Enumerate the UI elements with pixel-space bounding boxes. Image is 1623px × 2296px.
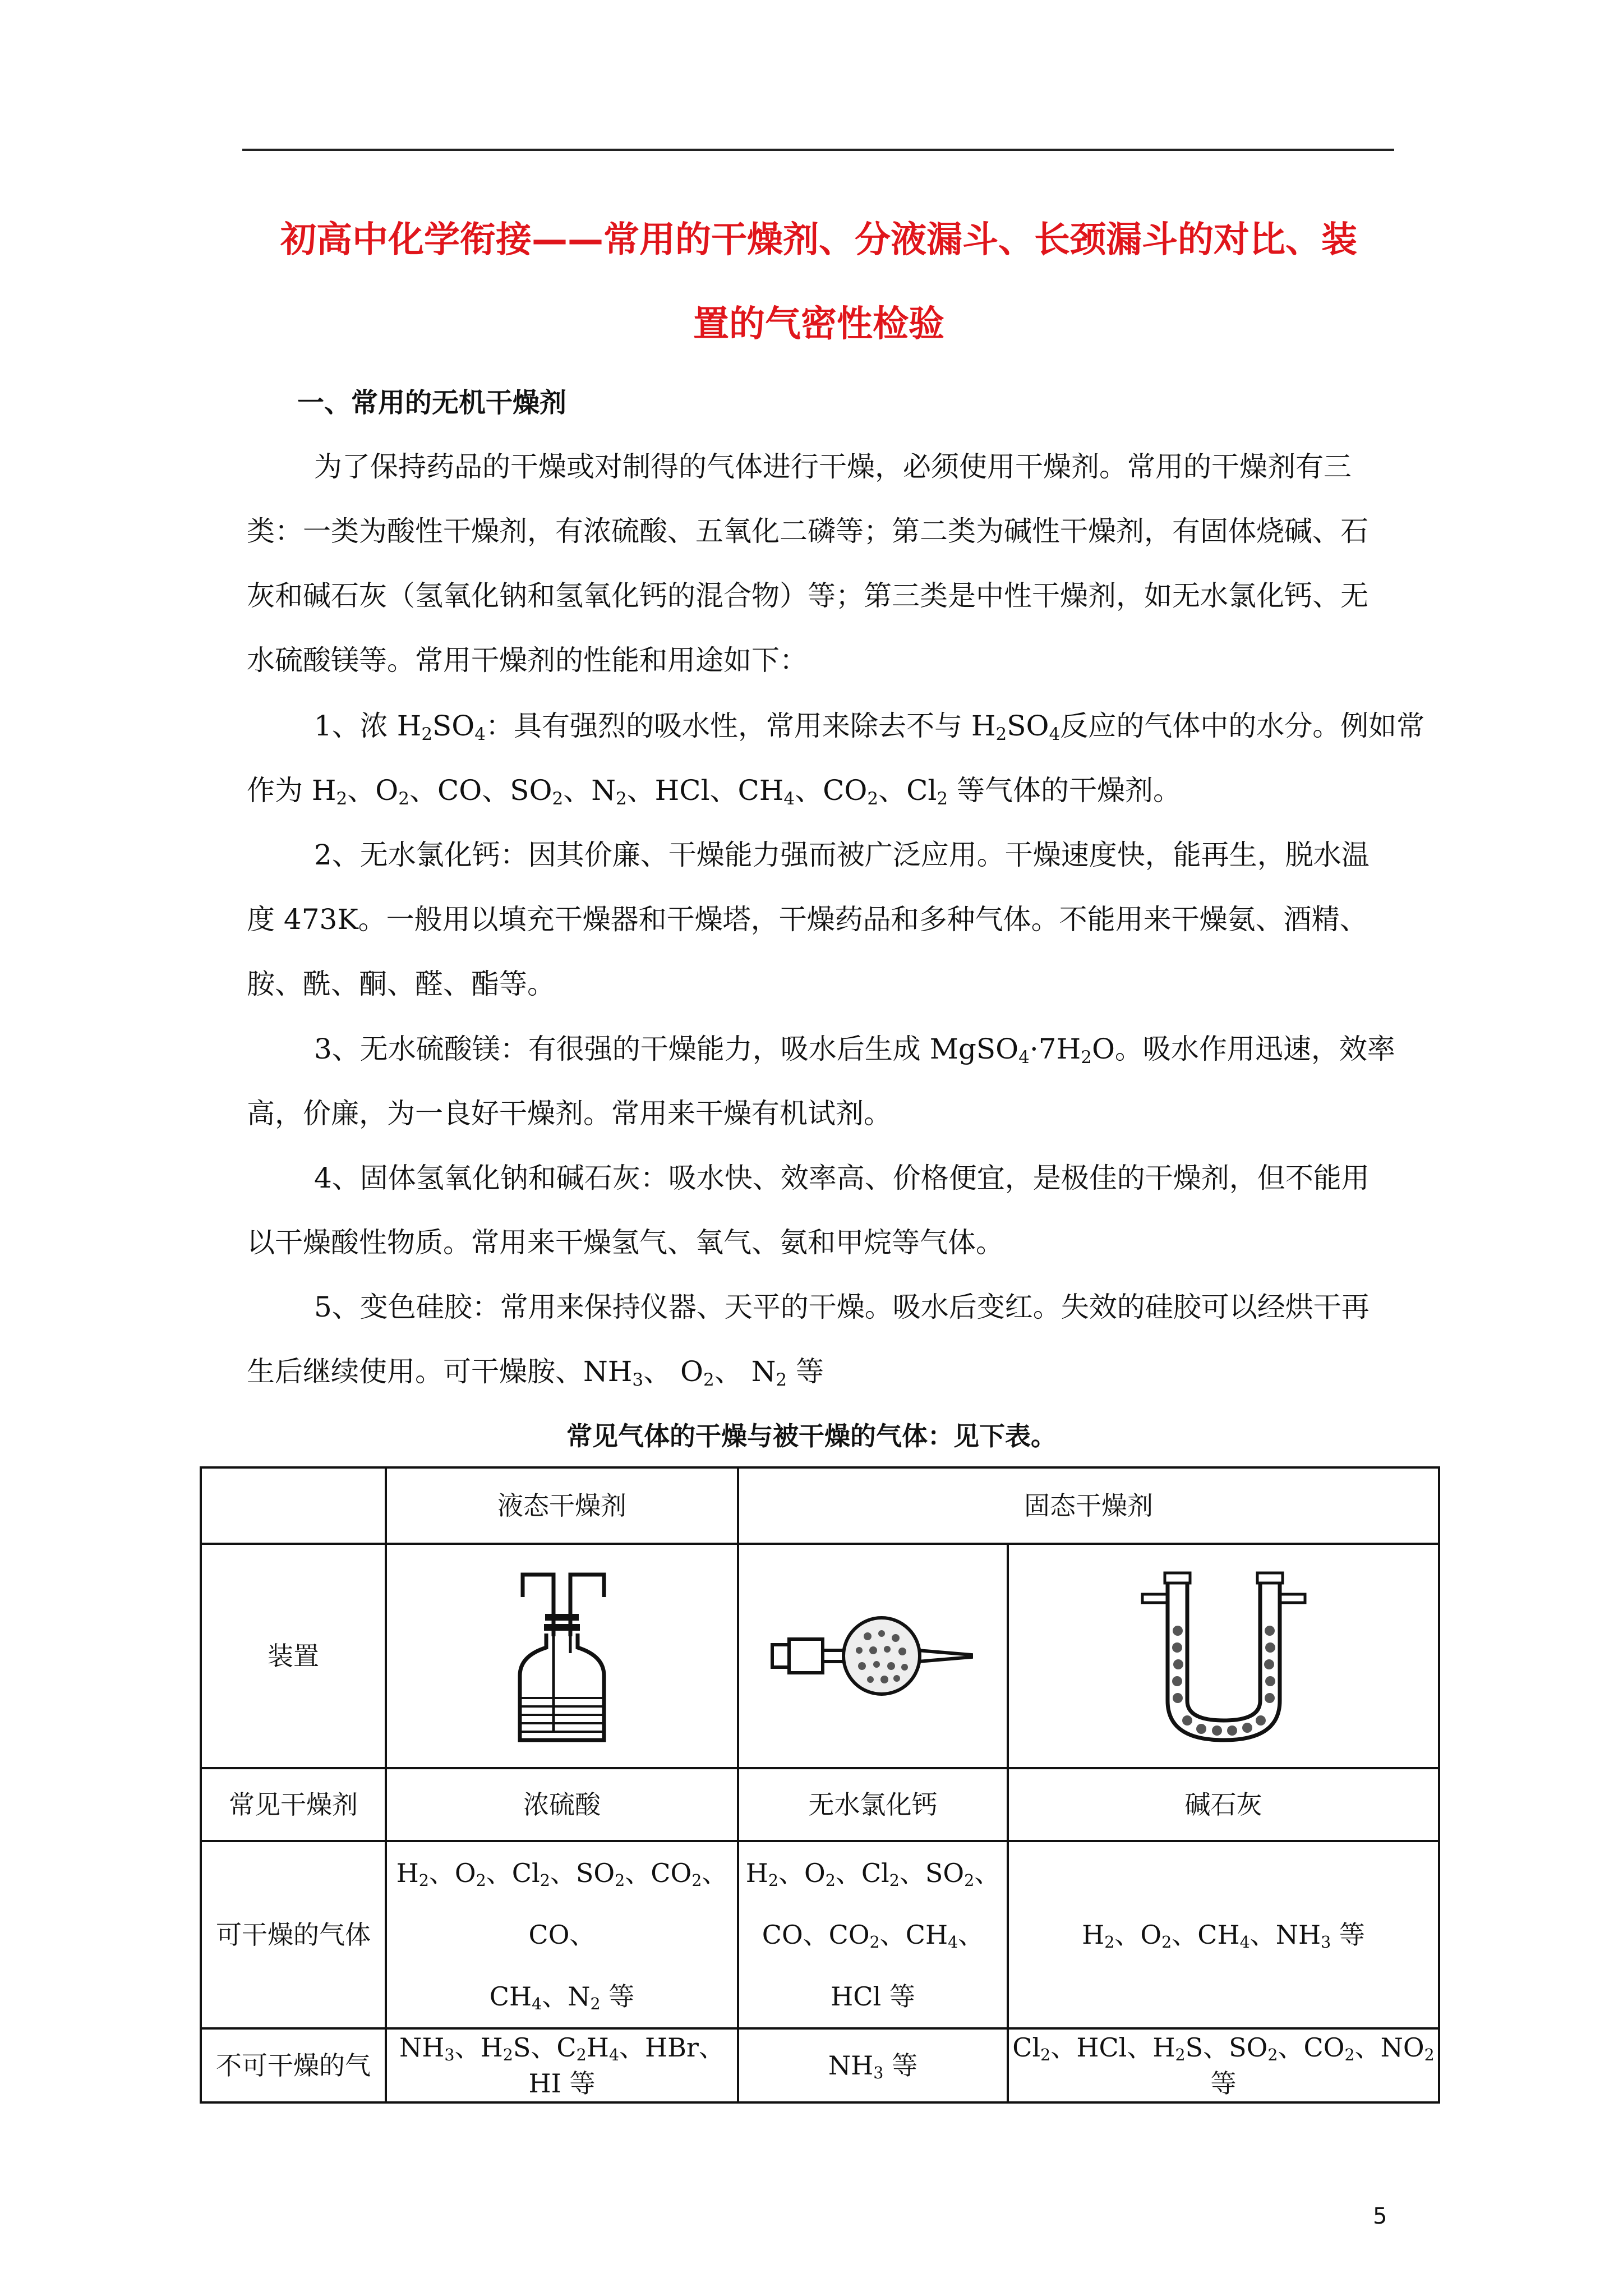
- row-label-can-dry: 可干燥的气体: [201, 1841, 386, 2028]
- header-solid: 固态干燥剂: [738, 1467, 1439, 1544]
- item1-line1: 1、浓 $H_2SO_4$：具有强烈的吸水性，常用来除去不与 $H_2SO_4$反应的气体中的水分。例如常: [314, 710, 1425, 744]
- u-tube-icon: [1134, 1561, 1313, 1751]
- common-desiccant-1: 浓硫酸: [386, 1768, 738, 1841]
- can-dry-c3: $H_2$、$O_2$、$CH_4$、$NH_3$ 等: [1008, 1841, 1439, 2028]
- cannot-dry-c2: $NH_3$ 等: [738, 2028, 1008, 2102]
- item3-line1: 3、无水硫酸镁：有很强的干燥能力，吸水后生成 $MgSO_4\cdot 7H_2O$。吸水作用迅速，效率: [314, 1033, 1395, 1068]
- intro-line-3: 灰和碱石灰（氢氧化钠和氢氧化钙的混合物）等；第三类是中性干燥剂，如无水氯化钙、无: [247, 579, 1368, 612]
- intro-line-4: 水硫酸镁等。常用干燥剂的性能和用途如下：: [247, 644, 808, 677]
- common-desiccant-3: 碱石灰: [1008, 1768, 1439, 1841]
- item2-line3: 胺、酰、酮、醛、酯等。: [247, 968, 555, 1000]
- drying-bulb-tube-icon: [767, 1572, 980, 1740]
- gas-washing-bottle-icon: [500, 1563, 624, 1749]
- common-desiccant-2: 无水氯化钙: [738, 1768, 1008, 1841]
- item5-line1: 5、变色硅胶：常用来保持仪器、天平的干燥。吸水后变红。失效的硅胶可以经烘干再: [314, 1291, 1370, 1323]
- can-dry-c1: $H_2$、$O_2$、$Cl_2$、$SO_2$、$CO_2$、CO、 $CH_4$、$N_2$ 等: [386, 1841, 738, 2028]
- intro-line-1: 为了保持药品的干燥或对制得的气体进行干燥，必须使用干燥剂。常用的干燥剂有三: [314, 450, 1352, 483]
- intro-line-2: 类：一类为酸性干燥剂，有浓硫酸、五氧化二磷等；第二类为碱性干燥剂，有固体烧碱、石: [247, 515, 1368, 547]
- table-caption: 常见气体的干燥与被干燥的气体：见下表。: [566, 1421, 1057, 1451]
- page-number: 5: [1373, 2203, 1387, 2229]
- item3-line2: 高，价廉，为一良好干燥剂。常用来干燥有机试剂。: [247, 1097, 892, 1130]
- header-liquid: 液态干燥剂: [386, 1467, 738, 1544]
- table-row: [201, 1544, 1439, 1768]
- can-dry-c2: $H_2$、$O_2$、$Cl_2$、$SO_2$、 CO、$CO_2$、$CH_4$、HCl 等: [738, 1841, 1008, 2028]
- page-title-line1: 初高中化学衔接——常用的干燥剂、分液漏斗、长颈漏斗的对比、装: [280, 219, 1357, 261]
- drying-tube-cell: [738, 1544, 1008, 1768]
- item5-line2: 生后继续使用。可干燥胺、$NH_3$、 $O_2$、 $N_2$ 等: [247, 1355, 824, 1390]
- row-label-common: 常见干燥剂: [201, 1768, 386, 1841]
- table-row: [201, 2028, 1439, 2102]
- item2-line1: 2、无水氯化钙：因其价廉、干燥能力强而被广泛应用。干燥速度快，能再生，脱水温: [314, 839, 1370, 871]
- item1-line2: 作为 $H_2$、$O_2$、CO、$SO_2$、$N_2$、HCl、$CH_4$、$CO_2$、$Cl_2$ 等气体的干燥剂。: [247, 774, 1182, 809]
- u-tube-cell: [1008, 1544, 1439, 1768]
- cannot-dry-c3: $Cl_2$、HCl、$H_2S$、$SO_2$、$CO_2$、$NO_2$ 等: [1008, 2028, 1439, 2102]
- header-rule: [242, 149, 1394, 151]
- header-empty-cell: [201, 1467, 386, 1544]
- table-row: [201, 1841, 1439, 2028]
- cannot-dry-c1: $NH_3$、$H_2S$、$C_2H_4$、HBr、HI 等: [386, 2028, 738, 2102]
- desiccant-table: [200, 1466, 1440, 2104]
- table-row: [201, 1768, 1439, 1841]
- page-title-line2: 置的气密性检验: [693, 303, 944, 345]
- section-heading: 一、常用的无机干燥剂: [297, 387, 567, 418]
- row-label-device: 装置: [201, 1544, 386, 1768]
- row-label-cannot-dry: 不可干燥的气: [201, 2028, 386, 2102]
- item4-line1: 4、固体氢氧化钠和碱石灰：吸水快、效率高、价格便宜，是极佳的干燥剂，但不能用: [314, 1162, 1370, 1194]
- gas-washing-bottle-cell: [386, 1544, 738, 1768]
- item2-line2: 度 473K。一般用以填充干燥器和干燥塔，干燥药品和多种气体。不能用来干燥氨、酒精、: [247, 903, 1368, 936]
- table-row: [201, 1467, 1439, 1544]
- item4-line2: 以干燥酸性物质。常用来干燥氢气、氧气、氨和甲烷等气体。: [247, 1226, 1004, 1259]
